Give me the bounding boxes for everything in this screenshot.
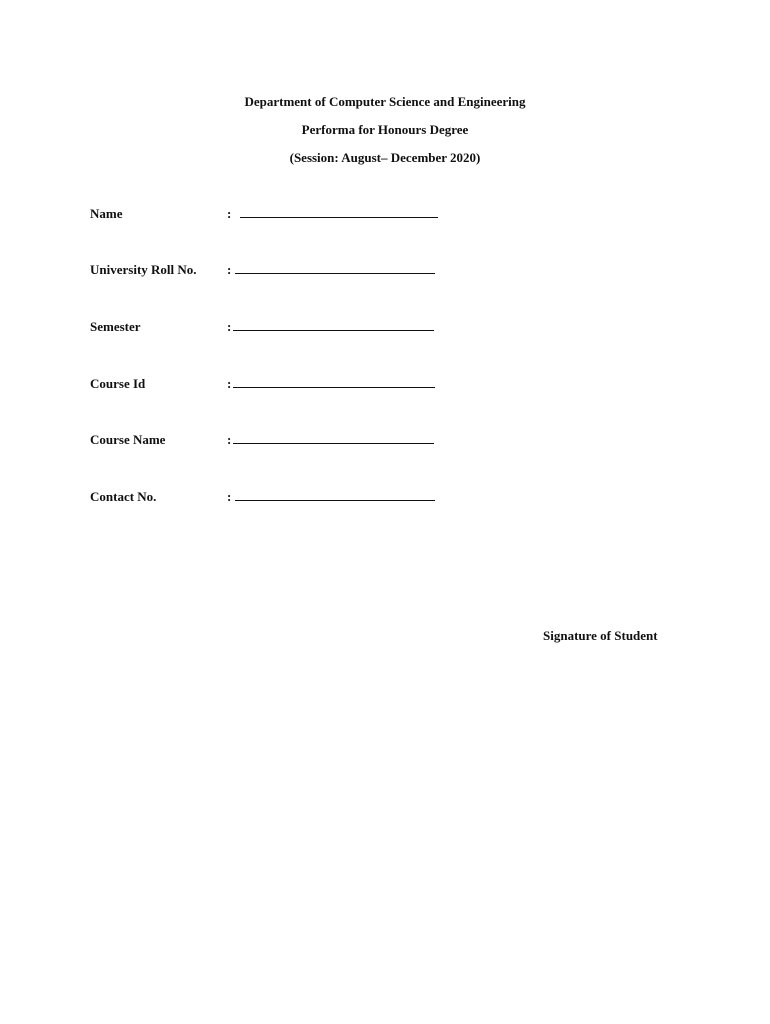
- university-roll-no-blank-line[interactable]: [235, 273, 435, 274]
- name-blank-line[interactable]: [240, 217, 438, 218]
- field-row-semester: [90, 318, 550, 336]
- field-label-university-roll-no: University Roll No.: [90, 262, 197, 277]
- field-separator: :: [227, 262, 232, 277]
- field-row-university-roll-no: [90, 261, 550, 279]
- field-row-course-id: [90, 375, 550, 393]
- field-label-contact-no: Contact No.: [90, 489, 157, 504]
- course-name-blank-line[interactable]: [233, 443, 434, 444]
- department-heading: Department of Computer Science and Engineering: [244, 94, 526, 109]
- field-separator: :: [227, 432, 232, 447]
- field-row-name: [90, 205, 550, 223]
- signature-label: Signature of Student: [543, 628, 658, 643]
- field-row-course-name: [90, 431, 550, 449]
- field-label-course-id: Course Id: [90, 376, 146, 391]
- field-separator: :: [227, 489, 232, 504]
- field-row-contact-no: [90, 488, 550, 506]
- field-label-semester: Semester: [90, 319, 141, 334]
- field-label-name: Name: [90, 206, 123, 221]
- contact-no-blank-line[interactable]: [235, 500, 435, 501]
- field-separator: :: [227, 376, 232, 391]
- semester-blank-line[interactable]: [233, 330, 434, 331]
- session-line: (Session: August– December 2020): [289, 150, 481, 165]
- field-separator: :: [227, 319, 232, 334]
- field-label-course-name: Course Name: [90, 432, 166, 447]
- field-separator: :: [227, 206, 232, 221]
- course-id-blank-line[interactable]: [233, 387, 435, 388]
- form-title: Performa for Honours Degree: [301, 122, 469, 137]
